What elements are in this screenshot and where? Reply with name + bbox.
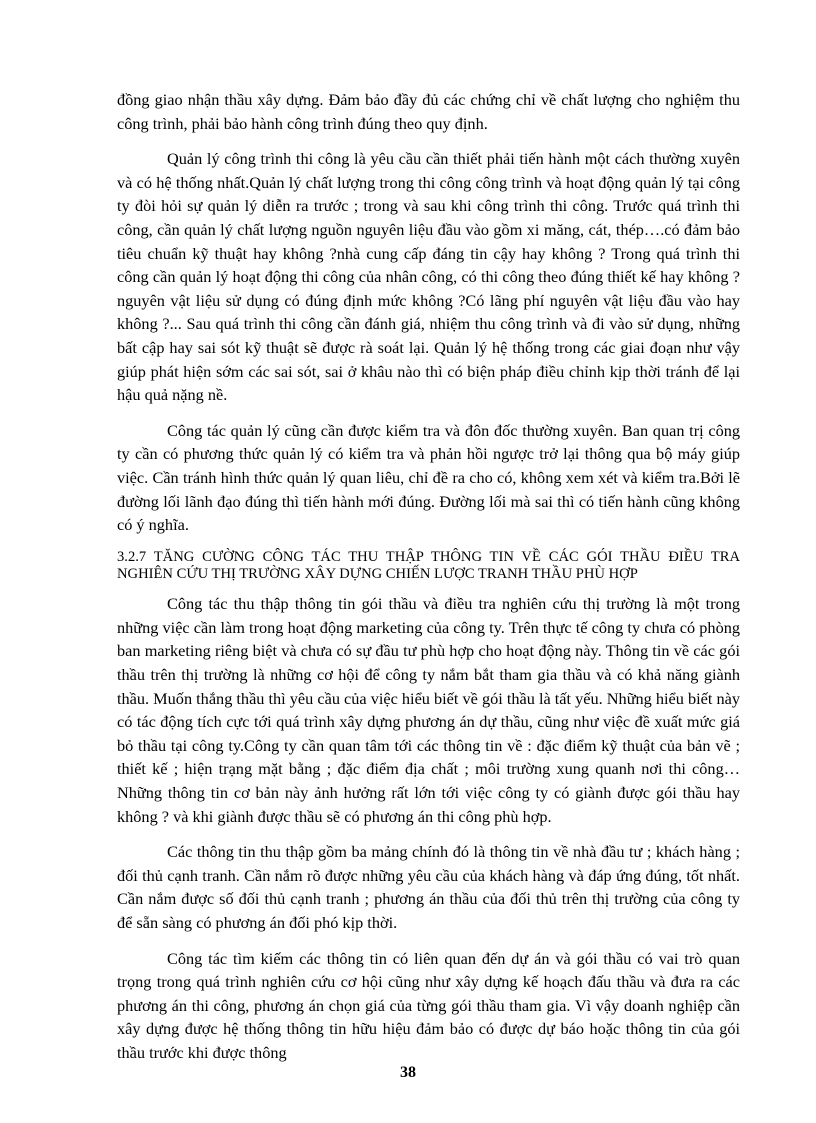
- paragraph-management-inspection: Công tác quản lý cũng cần được kiểm tra và đôn đốc thường xuyên. Ban quan trị công ty cần có phương thức quản lý có kiểm tra và phản hồi ngược trở lại thông qua bộ máy giúp việc. Cần tránh hình thức quản lý quan liêu, chỉ đề ra cho có, không xem xét và kiểm tra.Bởi lẽ đường lối lãnh đạo đúng thì tiến hành mới đúng. Đường lối mà sai thì có tiến hành cũng không có ý nghĩa.: [117, 420, 740, 535]
- paragraph-information-areas: Các thông tin thu thập gồm ba mảng chính đó là thông tin về nhà đầu tư ; khách hàng ; đối thủ cạnh tranh. Cần nắm rõ được những yêu cầu của khách hàng và đáp ứng đúng, tốt nhất. Cần nắm được số đối thủ cạnh tranh ; phương án thầu của đối thủ trên thị trường của công ty để sẵn sàng có phương án đối phó kịp thời.: [117, 842, 740, 932]
- section-heading: 3.2.7 TĂNG CƯỜNG CÔNG TÁC THU THẬP THÔNG TIN VỀ CÁC GÓI THẦU ĐIỀU TRA NGHIÊN CỨU THỊ TRƯỜNG XÂY DỰNG CHIẾN LƯỢC TRANH THẦU PHÙ HỢP: [117, 548, 740, 583]
- page-content: [117, 88, 740, 1077]
- paragraph-continuation: đồng giao nhận thầu xây dựng. Đảm bảo đầy đủ các chứng chỉ về chất lượng cho nghiệm thu công trình, phải bảo hành công trình đúng theo quy định.: [117, 90, 740, 133]
- paragraph-information-gathering: Công tác thu thập thông tin gói thầu và điều tra nghiên cứu thị trường là một trong những việc cần làm trong hoạt động marketing của công ty. Trên thực tế công ty chưa có phòng ban marketing riêng biệt và chưa có sự đầu tư phù hợp cho hoạt động này. Thông tin về các gói thầu trên thị trường là những cơ hội để công ty nắm bắt tham gia thầu và có khả năng giành thầu. Muốn thắng thầu thì yêu cầu của việc hiểu biết về gói thầu là tất yếu. Những hiểu biết này có tác động tích cực tới quá trình xây dựng phương án dự thầu, cũng như việc đề xuất mức giá bỏ thầu tại công ty.Công ty cần quan tâm tới các thông tin về : đặc điểm kỹ thuật của bản vẽ ; thiết kế ; hiện trạng mặt bằng ; đặc điểm địa chất ; môi trường xung quanh nơi thi công…Những thông tin cơ bản này ảnh hưởng rất lớn tới việc công ty có giành được gói thầu hay không ? và khi giành được thầu sẽ có phương án thi công phù hợp.: [117, 594, 740, 826]
- paragraph-information-search: Công tác tìm kiếm các thông tin có liên quan đến dự án và gói thầu có vai trò quan trọng trong quá trình nghiên cứu cơ hội cũng như xây dựng kế hoạch đấu thầu và đưa ra các phương án thi công, phương án chọn giá của từng gói thầu tham gia. Vì vậy doanh nghiệp cần xây dựng được hệ thống thông tin hữu hiệu đảm bảo có được dự báo hoặc thông tin của gói thầu trước khi được thông: [117, 948, 740, 1062]
- paragraph-quality-management: Quản lý công trình thi công là yêu cầu cần thiết phải tiến hành một cách thường xuyên và có hệ thống nhất.Quản lý chất lượng trong thi công công trình và hoạt động quản lý tại công ty đòi hỏi sự quản lý diễn ra trước ; trong và sau khi công trình thi công. Trước quá trình thi công, cần quản lý chất lượng nguồn nguyên liệu đầu vào gồm xi măng, cát, thép….có đảm bảo tiêu chuẩn kỹ thuật hay không ?nhà cung cấp đáng tin cậy hay không ? Trong quá trình thi công cần quản lý hoạt động thi công của nhân công, có thi công theo đúng thiết kế hay không ? nguyên vật liệu sử dụng có đúng định mức không ?Có lãng phí nguyên vật liệu đầu vào hay không ?... Sau quá trình thi công cần đánh giá, nhiệm thu công trình và đi vào sử dụng, những bất cập hay sai sót kỹ thuật sẽ được rà soát lại. Quản lý hệ thống trong các giai đoạn như vậy giúp phát hiện sớm các sai sót, sai ở khâu nào thì có biện pháp điều chỉnh kịp thời tránh để lại hậu quả nặng nề.: [117, 149, 740, 405]
- page-number: 38: [400, 1064, 416, 1081]
